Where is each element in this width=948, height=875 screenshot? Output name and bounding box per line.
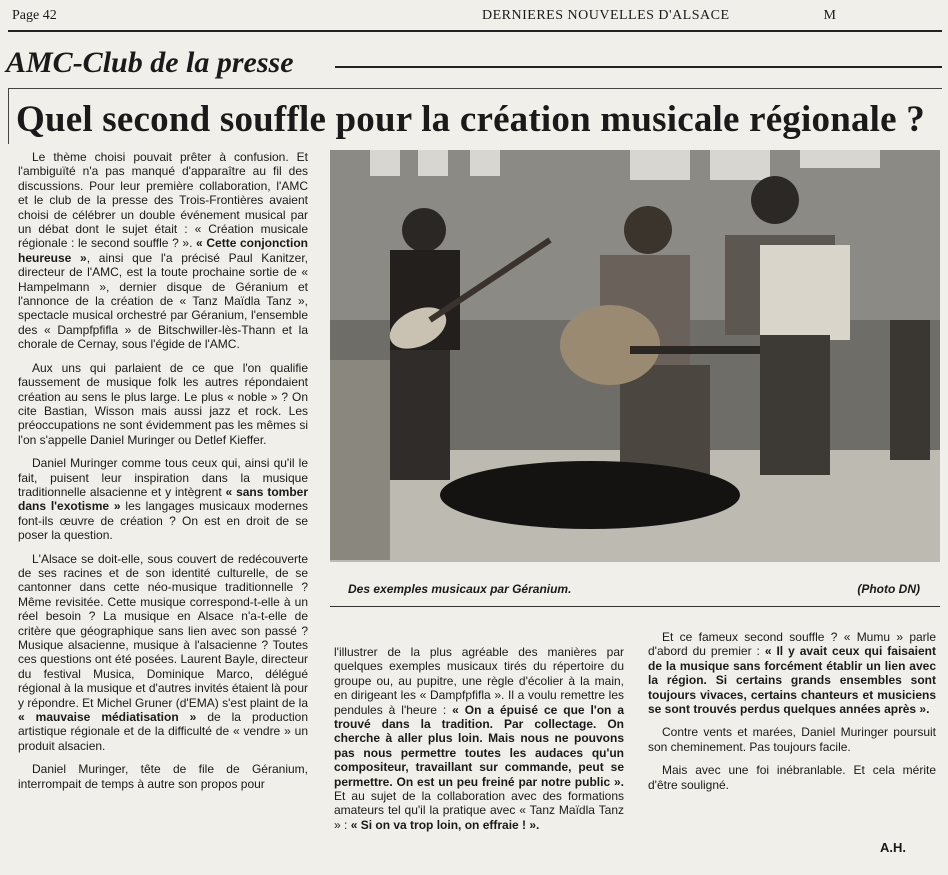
section-rubric: AMC-Club de la presse xyxy=(6,46,294,79)
paragraph: L'Alsace se doit-elle, sous couvert de redécouverte de ses racines et de son identité culturelle, de se cantonner dans cette néo-musique traditionnelle ? Même revisitée. Cette musique correspond-t-elle à un réel besoin ? La musique en Alsace n'a-t-elle de critère que géographique sans lien avec son passé ? Musique alsacienne, musique à l'alsacienne ? Toutes ces questions ont été posées. Laurent Bayle, directeur du festival Musica, Dominique Marco, délégué régional à la musique et d'autres invités étaient là pour y répondre. Et Michel Gruner (d'EMA) s'est plaint de la « mauvaise médiatisation » de la production artistique régionale et de la difficulté de « vendre » un produit alsacien. xyxy=(18,551,309,753)
headline-frame xyxy=(8,88,9,144)
article-headline: Quel second souffle pour la création musicale régionale ? xyxy=(16,99,925,140)
page-number: Page 42 xyxy=(12,8,57,23)
paragraph: l'illustrer de la plus agréable des manières par quelques exemples musicaux tirés du répertoire du groupe ou, au pupitre, une règle d'écolier à la main, en dirigeant les « Dampfpfifla ». Il a voulu remettre les pendules à l'heure : « On a épuisé ce que l'on a trouvé dans la tradition. Par collectage. On cherche à aller plus loin. Mais nous ne pouvons pas nous permettre toutes les audaces qu'un compositeur, travaillant sur commande, peut se permettre. On est un peu freiné par notre public ». Et au sujet de la collaboration avec des formations amateurs tel qu'il la pratique avec « Tanz Maïdla Tanz » : « Si on va trop loin, on effraie ! ». xyxy=(334,645,625,832)
edition-letter: M xyxy=(823,8,836,23)
author-signature: A.H. xyxy=(880,840,906,855)
headline-rule xyxy=(8,88,942,89)
paragraph: Aux uns qui parlaient de ce que l'on qualifie faussement de musique folk les autres répondaient création au sens le plus large. Le plus « noble » ? On cite Bastian, Wisson mais aussi jazz et rock. Les préoccupations ne sont évidemment pas les mêmes si l'on s'appelle Daniel Muringer ou Detlef Kieffer. xyxy=(18,360,308,447)
article-column-2 xyxy=(334,645,624,841)
paragraph: Daniel Muringer comme tous ceux qui, ainsi qu'il le fait, puisent leur inspiration dans la musique traditionnelle alsacienne et y intègrent « sans tomber dans l'exotisme » les langages musicaux modernes font-ils œuvre de création ? On est en droit de se poser la question. xyxy=(18,456,308,543)
photo-caption: Des exemples musicaux par Géranium. xyxy=(348,582,572,596)
article-column-3 xyxy=(648,630,936,801)
paragraph: Mais avec une foi inébranlable. Et cela mérite d'être souligné. xyxy=(648,763,936,792)
article-column-1 xyxy=(18,150,308,800)
paragraph: Daniel Muringer, tête de file de Géranium, interrompait de temps à autre son propos pour xyxy=(18,762,308,791)
photo-credit: (Photo DN) xyxy=(857,582,920,596)
band-photo xyxy=(330,150,940,562)
paragraph: Le thème choisi pouvait prêter à confusion. Et l'ambiguïté n'a pas manqué d'apparaître au fil des discussions. Pour leur première collaboration, l'AMC et le club de la presse des Trois-Frontières avaient choisi de célébrer un double événement musical par un débat dont le sujet était : « Création musicale régionale : le second souffle ? ». « Cette conjonction heureuse », ainsi que l'a précisé Paul Kanitzer, directeur de l'AMC, est la toute prochaine sortie de « Hampelmann », dernier disque de Géranium et l'annonce de la création de « Tanz Maïdla Tanz », spectacle musical orchestré par Géranium, l'ensemble des « Dampfpfifla » de Bitschwiller-lès-Thann et la chorale de Cernay, sous l'égide de l'AMC. xyxy=(18,150,308,352)
photo-caption-box xyxy=(330,562,940,607)
header-rule xyxy=(8,30,942,32)
paragraph: Contre vents et marées, Daniel Muringer poursuit son cheminement. Pas toujours facile. xyxy=(648,725,936,754)
paragraph: Et ce fameux second souffle ? « Mumu » parle d'abord du premier : « Il y avait ceux qui faisaient de la musique sans forcément établir un lien avec la région. Si certains grands ensembles sont toujours vivaces, certains chanteurs et musiciens se sont trouvés perdus quelques années après ». xyxy=(648,630,936,717)
rubric-rule xyxy=(335,66,942,68)
page-header xyxy=(12,6,936,28)
newspaper-name: DERNIERES NOUVELLES D'ALSACE xyxy=(482,8,730,23)
